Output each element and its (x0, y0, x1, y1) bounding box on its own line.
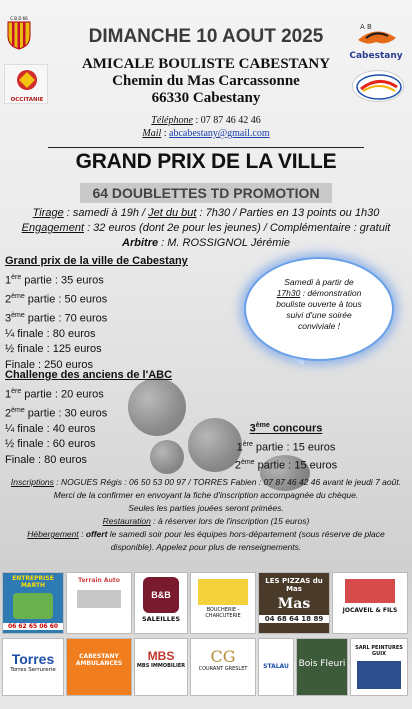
engagement-label: Engagement (21, 222, 85, 234)
prize-line: 3ème partie : 70 euros (5, 311, 108, 325)
engagement-value: : 32 euros (dont 2e pour les jeunes) / Complémentaire : gratuit (84, 222, 391, 234)
prize-line: Finale : 250 euros (5, 358, 94, 371)
prize-line: ¼ finale : 80 euros (5, 327, 96, 340)
third-contest (230, 418, 342, 474)
arbitre-label: Arbitre (122, 237, 159, 249)
event-info (0, 206, 412, 251)
organizer-city: 66330 Cabestany (151, 90, 261, 106)
phone-label: Téléphone (151, 115, 193, 126)
hebergement-label: Hébergement (27, 529, 79, 539)
mail-label: Mail (142, 128, 162, 139)
prize-line: Finale : 80 euros (5, 453, 87, 466)
grand-prix-heading: Grand prix de la ville de Cabestany (5, 255, 188, 267)
jet-label: Jet du but (148, 207, 197, 219)
footer-line: disponible). Appelez pour plus de renseignements. (110, 542, 302, 552)
contact-block: Téléphone : 07 87 46 42 46 Mail : abcabestany@gmail.com (142, 115, 270, 139)
event-title: GRAND PRIX DE LA VILLE (75, 150, 337, 173)
hebergement-value: le samedi soir pour les équipes hors-département (sous réserve de place (107, 529, 385, 539)
tirage-label: Tirage (32, 207, 64, 219)
sponsor-logo: CABESTANY AMBULANCES (66, 638, 132, 696)
sponsor-logo: Terrain Auto (66, 572, 132, 634)
organizer-block (0, 56, 412, 107)
restauration-value: : à réserver lors de l'inscription (15 euros) (150, 516, 310, 526)
prize-line: ½ finale : 60 euros (5, 438, 96, 451)
header-divider (48, 147, 364, 148)
organizer-address: Chemin du Mas Carcassonne (112, 73, 300, 89)
sponsor-logo: CG COURANT GRESLET (190, 638, 256, 696)
sponsor-logo: Torres Torres Serrurerie (2, 638, 64, 696)
prize-line: 2ème partie : 15 euros (234, 459, 338, 472)
phone-number: : 07 87 46 42 46 (192, 115, 261, 126)
restauration-label: Restauration (102, 516, 151, 526)
bubble-line: Samedi à partir de (284, 277, 354, 287)
event-subtitle: 64 DOUBLETTES TD PROMOTION (80, 183, 332, 203)
svg-text:Cabestany: Cabestany (349, 51, 403, 61)
bubble-line: conviviale ! (297, 321, 341, 331)
bubble-line: suivi d'une soirée (286, 310, 352, 320)
grand-prix-prizes (5, 254, 188, 373)
sponsor-logo: MBS MBS IMMOBILIER (134, 638, 188, 696)
arbitre-value: : M. ROSSIGNOL Jérémie (158, 237, 290, 249)
prize-line: 1ère partie : 35 euros (5, 273, 104, 287)
sponsor-logo: JOCAVEIL & FILS (332, 572, 408, 634)
sponsor-grid (2, 572, 410, 707)
inscriptions-label: Inscriptions (10, 477, 54, 487)
third-contest-heading: 3ème concours (249, 422, 323, 435)
challenge-prizes (5, 368, 172, 468)
sponsor-logo: B&B SALEILLES (134, 572, 188, 634)
prize-line: ½ finale : 125 euros (5, 343, 102, 356)
inscriptions-value: : NOGUES Régis : 06 50 53 00 97 / TORRES Fabien : 07 87 46 42 46 avant le jeudi 7 août. (53, 477, 402, 487)
tirage-value: : samedi à 19h / (63, 207, 149, 219)
sponsor-logo: STALAU (258, 638, 294, 696)
footer-line: Seules les parties jouées seront primées. (128, 503, 284, 513)
challenge-heading: Challenge des anciens de l'ABC (5, 369, 173, 381)
prize-line: 1ère partie : 15 euros (236, 440, 336, 454)
bubble-line: bouliste ouverte à tous (276, 299, 362, 309)
sponsor-logo: BOUCHERIE - CHARCUTERIE (190, 572, 256, 634)
sponsor-logo: ENTREPRISE MARTH 06 62 65 06 60 (2, 572, 64, 634)
cbd66-logo-text: C.B.D 66 (10, 16, 28, 21)
sponsor-logo: Bois Fleuri (296, 638, 348, 696)
sponsor-logo: LES PIZZAS du Mas Mas 04 68 64 18 89 (258, 572, 330, 634)
prize-line: 2ème partie : 30 euros (5, 406, 108, 420)
mail-link[interactable]: abcabestany@gmail.com (169, 128, 270, 139)
footer-info: Inscriptions : NOGUES Régis : 06 50 53 00 97 / TORRES Fabien : 07 87 46 42 46 avant le jeudi 7 août. Merci de la confirmer en envoyant la fiche d'inscription accompagnée du chèque. Seules les parties jouées seront primées. Restauration : à réserver lors de l'inscription (15 euros) Hébergement : offert le samedi soir pour les équipes hors-département (sous réserve de place disponible). Appelez pour plus de renseignements. (0, 476, 412, 554)
bubble-line: 17h30 : démonstration (276, 288, 362, 298)
prize-line: 2ème partie : 50 euros (5, 292, 108, 306)
prize-line: ¼ finale : 40 euros (5, 422, 96, 435)
svg-text:OCCITANIE: OCCITANIE (10, 97, 44, 103)
organizer-name: AMICALE BOULISTE CABESTANY (81, 56, 331, 72)
svg-text:A B: A B (360, 23, 372, 31)
event-date: DIMANCHE 10 AOUT 2025 (88, 26, 324, 47)
prize-line: 1ère partie : 20 euros (5, 387, 104, 401)
jet-value: : 7h30 / Parties en 13 points ou 1h30 (196, 207, 380, 219)
footer-line: Merci de la confirmer en envoyant la fiche d'inscription accompagnée du chèque. (53, 490, 359, 500)
hebergement-offert: offert (85, 529, 108, 539)
speech-bubble (244, 257, 394, 361)
sponsor-logo: SARL PEINTURES GUIX (350, 638, 408, 696)
